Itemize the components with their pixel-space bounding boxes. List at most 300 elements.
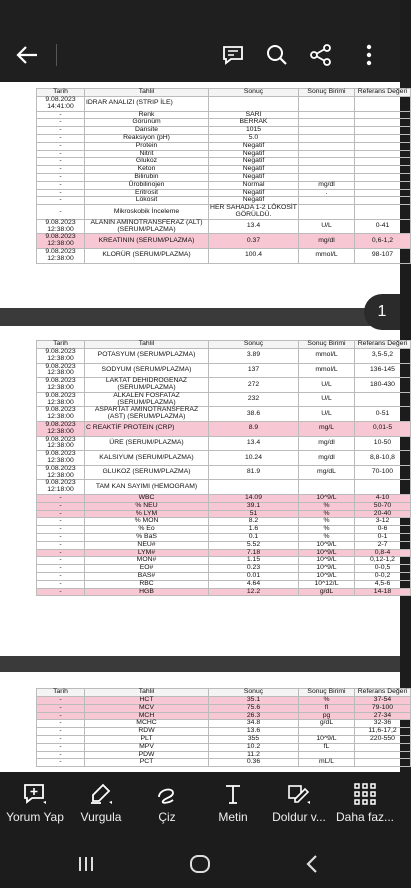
cell-sonuc: 14.09 [209,494,299,502]
table-row [37,480,411,495]
cell-tarih: - [37,158,85,166]
table-row [37,526,411,534]
page-number-badge[interactable]: 1 [364,294,400,330]
cell-tahlil: RBC [85,580,209,588]
table-row [37,349,411,364]
cell-ref: 0-1 [355,533,411,541]
header-sonuc: Sonuç [209,341,299,349]
lab-results-table-2 [36,340,411,596]
more-vertical-icon [366,44,372,66]
cell-tarih: - [37,197,85,205]
table-row [37,248,411,263]
cell-ref: 8,8-10,8 [355,451,411,466]
cell-sonuc: 35.1 [209,697,299,705]
cell-ref: 2-7 [355,541,411,549]
cell-sonuc: 26.3 [209,712,299,720]
comments-list-icon [222,44,244,66]
cell-ref [355,127,411,135]
cell-ref: 3-12 [355,518,411,526]
home-icon [189,854,211,874]
cell-sonuc: 0.23 [209,565,299,573]
cell-tarih: - [37,494,85,502]
cell-birim [299,166,355,174]
cell-birim: % [299,518,355,526]
tool-comment[interactable] [2,778,68,838]
cell-tarih: 9.08.2023 12:38:00 [37,378,85,393]
tool-more[interactable] [332,778,398,838]
cell-tarih: - [37,751,85,759]
cell-tarih: 9.08.2023 12:18:00 [37,480,85,495]
table-row [37,173,411,181]
cell-tahlil: % BaS [85,533,209,541]
cell-birim: fl [299,704,355,712]
grid-icon [354,783,376,805]
cell-tarih: - [37,735,85,743]
cell-ref [355,480,411,495]
cell-ref [355,197,411,205]
cell-tahlil: % Eo [85,526,209,534]
table-row [37,407,411,422]
cell-ref: 37-54 [355,697,411,705]
cell-tahlil: TAM KAN SAYIMI (HEMOGRAM) [85,480,209,495]
header-ref: Referans Değeri [355,689,411,697]
cell-sonuc: Normal [209,181,299,189]
cell-tahlil: SODYUM (SERUM/PLAZMA) [85,363,209,378]
cell-birim: mg/L [299,421,355,436]
cell-tarih: 9.08.2023 12:38:00 [37,436,85,451]
cell-ref: 136-145 [355,363,411,378]
cell-sonuc: Negatif [209,158,299,166]
cell-ref [355,158,411,166]
table-row [37,234,411,249]
cell-tahlil: % MON [85,518,209,526]
cell-ref [355,743,411,751]
cell-ref [355,173,411,181]
cell-tahlil: EO# [85,565,209,573]
cell-ref: 32-36 [355,720,411,728]
cell-ref [355,751,411,759]
cell-tarih: - [37,119,85,127]
cell-tahlil: LAKTAT DEHIDROGENAZ (SERUM/PLAZMA) [85,378,209,393]
table-row [37,119,411,127]
cell-birim [299,197,355,205]
cell-tahlil: Bilirubin [85,173,209,181]
search-button[interactable] [262,40,292,70]
cell-birim: mmol/L [299,363,355,378]
cell-tarih: - [37,588,85,596]
cell-sonuc: 8.9 [209,421,299,436]
cell-sonuc: 13.4 [209,436,299,451]
cell-tahlil: KLORÜR (SERUM/PLAZMA) [85,248,209,263]
system-back-button[interactable] [292,848,332,880]
tool-highlight[interactable] [68,778,134,838]
cell-birim [299,97,355,112]
pdf-page-2 [0,326,408,656]
table-row [37,541,411,549]
cell-sonuc: 1.6 [209,526,299,534]
back-button[interactable] [10,40,44,70]
table-row [37,712,411,720]
cell-ref [355,97,411,112]
cell-tahlil: RDW [85,728,209,736]
cell-tarih: 9.08.2023 14:41:00 [37,97,85,112]
cell-ref [355,142,411,150]
cell-tarih: - [37,189,85,197]
cell-sonuc: 75.6 [209,704,299,712]
cell-sonuc: 5.0 [209,134,299,142]
cell-tarih: - [37,518,85,526]
cell-tahlil: HCT [85,697,209,705]
cell-birim [299,119,355,127]
cell-tarih: - [37,565,85,573]
table-row [37,751,411,759]
cell-sonuc: Negatif [209,173,299,181]
lab-results-table-3 [36,688,411,767]
cell-tahlil: IDRAR ANALIZI (STRIP İLE) [85,97,209,112]
cell-tarih: - [37,557,85,565]
more-options-button[interactable] [354,40,384,70]
cell-ref: 4,5-6 [355,580,411,588]
tool-fill-sign[interactable] [266,778,332,838]
cell-ref: 70-100 [355,465,411,480]
tool-comment-label: Yorum Yap [6,810,64,824]
cell-ref: 220-550 [355,735,411,743]
tool-draw-label: Çiz [158,810,176,824]
cell-sonuc: 0.01 [209,572,299,580]
header-tarih: Tarih [37,341,85,349]
cell-tahlil: Mikroskobik İnceleme [85,205,209,220]
cell-birim: U/L [299,407,355,422]
cell-tahlil: KALSIYUM (SERUM/PLAZMA) [85,451,209,466]
cell-tahlil: % LYM [85,510,209,518]
cell-birim: mL/L [299,759,355,767]
cell-sonuc: 13.4 [209,219,299,234]
toolbar-divider [56,44,57,66]
cell-ref: 0,12-1,2 [355,557,411,565]
table-row [37,588,411,596]
cell-tarih: 9.08.2023 12:38:00 [37,219,85,234]
header-sonuc: Sonuç [209,689,299,697]
back-arrow-icon [16,46,38,64]
table-row [37,704,411,712]
cell-tarih: - [37,150,85,158]
table-row [37,392,411,407]
cell-ref [355,119,411,127]
cell-sonuc: 1015 [209,127,299,135]
cell-tarih: - [37,712,85,720]
cell-tarih: 9.08.2023 12:38:00 [37,421,85,436]
cell-ref [355,134,411,142]
cell-sonuc: Negatif [209,150,299,158]
cell-sonuc: 10.2 [209,743,299,751]
cell-birim: mg/dl [299,181,355,189]
cell-tarih: - [37,549,85,557]
cell-ref: 20-40 [355,510,411,518]
table-row [37,465,411,480]
cell-ref: 10-50 [355,436,411,451]
lab-results-table-1 [36,88,411,264]
cell-tahlil: HGB [85,588,209,596]
cell-ref [355,111,411,119]
cell-birim: % [299,526,355,534]
cell-sonuc [209,480,299,495]
cell-sonuc: 272 [209,378,299,393]
cell-tahlil: MON# [85,557,209,565]
cell-tahlil: Reaksiyon (pH) [85,134,209,142]
cell-tahlil: ALKALEN FOSFATAZ (SERUM/PLAZMA) [85,392,209,407]
header-ref: Referans Değeri [355,341,411,349]
chevron-left-icon [305,854,319,874]
cell-tarih: - [37,728,85,736]
cell-sonuc: Negatif [209,197,299,205]
pdf-page-3 [0,672,408,772]
tool-text-label: Metin [218,810,248,824]
cell-tahlil: Dansite [85,127,209,135]
table-row [37,189,411,197]
cell-tahlil: % NEU [85,502,209,510]
top-app-bar [0,0,400,82]
cell-sonuc: 3.89 [209,349,299,364]
cell-ref: 11,6-17,2 [355,728,411,736]
cell-tahlil: Eritrosit [85,189,209,197]
cell-tarih: - [37,541,85,549]
cell-birim: 10^9/L [299,565,355,573]
cell-tarih: 9.08.2023 12:38:00 [37,392,85,407]
cell-tahlil: Glukoz [85,158,209,166]
cell-birim: mg/dl [299,234,355,249]
table-row [37,436,411,451]
cell-birim: fL [299,743,355,751]
cell-tahlil: PDW [85,751,209,759]
bottom-tool-bar [0,772,400,840]
cell-tarih: - [37,697,85,705]
cell-birim: . [299,189,355,197]
table-row [37,219,411,234]
table-row [37,97,411,112]
cell-sonuc: 13.6 [209,728,299,736]
table-row [37,720,411,728]
table-row [37,205,411,220]
table-row [37,759,411,767]
table-header-row [37,341,411,349]
cell-tarih: 9.08.2023 12:38:00 [37,407,85,422]
cell-ref [355,150,411,158]
cell-tarih: 9.08.2023 12:38:00 [37,465,85,480]
header-tarih: Tarih [37,689,85,697]
cell-tahlil: ÜRE (SERUM/PLAZMA) [85,436,209,451]
cell-birim: U/L [299,378,355,393]
cell-tarih: - [37,127,85,135]
cell-tarih: - [37,142,85,150]
cell-tahlil: ASPARTAT AMINOTRANSFERAZ (AST) (SERUM/PLAZMA) [85,407,209,422]
cell-birim: U/L [299,219,355,234]
header-sonuc: Sonuç [209,89,299,97]
cell-sonuc: BERRAK [209,119,299,127]
cell-tahlil: Protein [85,142,209,150]
cell-sonuc: 1.15 [209,557,299,565]
cell-sonuc: Negatif [209,189,299,197]
cell-tahlil: MPV [85,743,209,751]
cell-ref: 0-0,2 [355,572,411,580]
cell-sonuc: 12.2 [209,588,299,596]
cell-tahlil: MCHC [85,720,209,728]
tool-highlight-label: Vurgula [80,810,122,824]
share-button[interactable] [306,40,336,70]
table-row [37,150,411,158]
cell-birim: U/L [299,392,355,407]
cell-tahlil: GLUKOZ (SERUM/PLAZMA) [85,465,209,480]
cell-sonuc: 355 [209,735,299,743]
cell-tarih: - [37,510,85,518]
cell-ref: 14-18 [355,588,411,596]
table-row [37,518,411,526]
cell-ref [355,205,411,220]
table-row [37,158,411,166]
cell-sonuc: 232 [209,392,299,407]
cell-birim: mg/dl [299,451,355,466]
cell-ref [355,189,411,197]
table-row [37,421,411,436]
cell-birim: 10^9/L [299,494,355,502]
cell-tahlil: C REAKTİF PROTEIN (CRP) [85,421,209,436]
table-row [37,451,411,466]
text-icon [223,783,243,805]
cell-birim: 10^9/L [299,549,355,557]
cell-tarih: - [37,205,85,220]
cell-birim: % [299,697,355,705]
share-icon [310,44,332,66]
cell-birim: % [299,502,355,510]
cell-tarih: - [37,134,85,142]
table-row [37,572,411,580]
table-row [37,735,411,743]
cell-tahlil: Renk [85,111,209,119]
cell-ref: 0,01-5 [355,421,411,436]
cell-ref: 4-10 [355,494,411,502]
cell-sonuc: 34.8 [209,720,299,728]
table-row [37,363,411,378]
cell-sonuc: 11.2 [209,751,299,759]
table-row [37,728,411,736]
cell-ref: 79-100 [355,704,411,712]
cell-tarih: - [37,181,85,189]
cell-sonuc: Negatif [209,142,299,150]
cell-ref: 0-41 [355,219,411,234]
table-header-row [37,689,411,697]
cell-birim: g/dL [299,720,355,728]
system-navigation-bar [0,840,400,888]
cell-tahlil: Ürobilinojen [85,181,209,189]
cell-tarih: - [37,502,85,510]
cell-tarih: 9.08.2023 12:38:00 [37,234,85,249]
tool-draw[interactable] [134,778,200,838]
cell-ref [355,759,411,767]
cell-sonuc: 51 [209,510,299,518]
cell-sonuc: 100.4 [209,248,299,263]
tool-text[interactable] [200,778,266,838]
pdf-page-1 [0,82,408,308]
cell-tarih: 9.08.2023 12:38:00 [37,349,85,364]
recent-apps-button[interactable] [66,848,106,880]
cell-tahlil: BAS# [85,572,209,580]
cell-sonuc: 4.64 [209,580,299,588]
cell-sonuc: 7.18 [209,549,299,557]
home-button[interactable] [180,848,220,880]
cell-tarih: - [37,743,85,751]
cell-tarih: - [37,533,85,541]
header-tahlil: Tahlil [85,689,209,697]
table-row [37,580,411,588]
cell-birim [299,158,355,166]
cell-birim: 10^12/L [299,580,355,588]
header-birim: Sonuç Birimi [299,341,355,349]
cell-sonuc: 0.1 [209,533,299,541]
comments-list-button[interactable] [218,40,248,70]
cell-tarih: - [37,704,85,712]
cell-tarih: 9.08.2023 12:38:00 [37,248,85,263]
cell-birim: 10^9/L [299,557,355,565]
cell-ref [355,166,411,174]
cell-birim [299,480,355,495]
search-icon [266,44,288,66]
cell-sonuc [209,97,299,112]
header-tahlil: Tahlil [85,89,209,97]
draw-icon [155,783,179,805]
table-row [37,743,411,751]
cell-tahlil: PCT [85,759,209,767]
cell-ref: 98-107 [355,248,411,263]
table-row [37,549,411,557]
document-viewer[interactable] [0,82,408,772]
cell-sonuc: 10.24 [209,451,299,466]
cell-birim: g/dL [299,588,355,596]
cell-birim: mmol/L [299,349,355,364]
cell-ref: 3,5-5,2 [355,349,411,364]
cell-birim: pg [299,712,355,720]
table-row [37,557,411,565]
tool-more-label: Daha faz... [335,810,395,824]
cell-birim: mmol/L [299,248,355,263]
table-row [37,565,411,573]
cell-birim: mg/dl [299,436,355,451]
cell-tarih: - [37,759,85,767]
cell-ref: 27-34 [355,712,411,720]
cell-ref [355,181,411,189]
cell-birim: mg/dL [299,465,355,480]
cell-birim: 10^9/L [299,572,355,580]
cell-tahlil: Lökosit [85,197,209,205]
cell-ref [355,392,411,407]
table-row [37,111,411,119]
header-ref: Referans Değeri [355,89,411,97]
cell-tarih: - [37,720,85,728]
cell-ref: 0,6-1,2 [355,234,411,249]
cell-birim [299,127,355,135]
table-row [37,166,411,174]
table-row [37,378,411,393]
cell-tahlil: ALANIN AMINOTRANSFERAZ (ALT) (SERUM/PLAZMA) [85,219,209,234]
table-row [37,181,411,189]
fill-sign-icon [287,783,311,805]
cell-tahlil: Nitrit [85,150,209,158]
cell-tahlil: WBC [85,494,209,502]
table-row [37,697,411,705]
cell-tahlil: MCH [85,712,209,720]
cell-tarih: - [37,111,85,119]
header-birim: Sonuç Birimi [299,689,355,697]
cell-tahlil: KREATININ (SERUM/PLAZMA) [85,234,209,249]
cell-sonuc: Negatif [209,166,299,174]
